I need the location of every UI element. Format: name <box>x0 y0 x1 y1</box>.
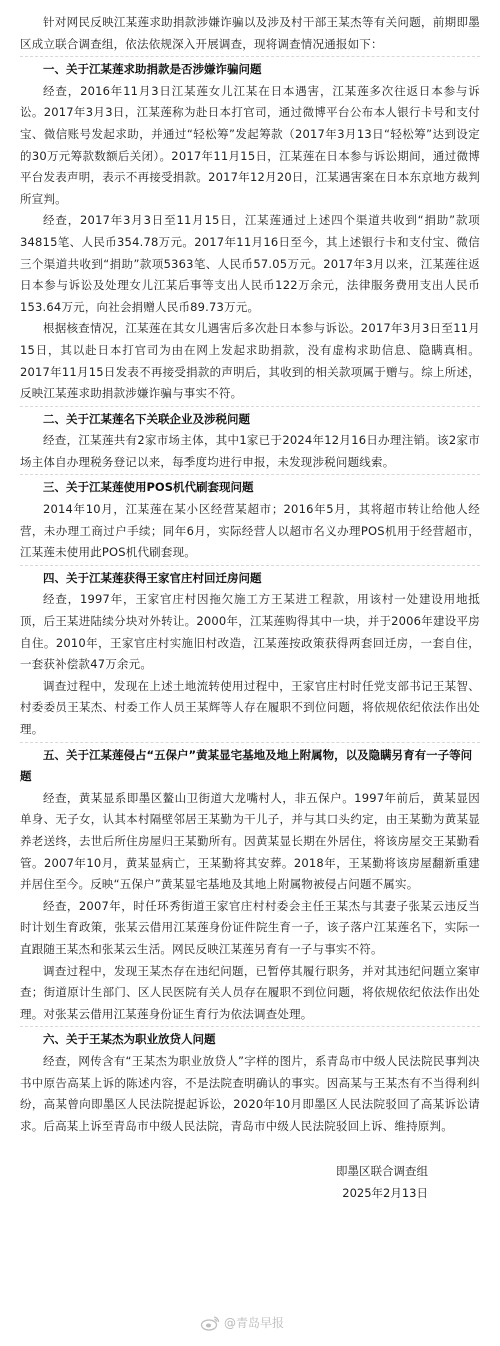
intro-paragraph: 针对网民反映江某莲求助捐款涉嫌诈骗以及涉及村干部王某杰等有关问题，前期即墨区成立联合调查组，依法依规深入开展调查，现将调查情况通报如下： <box>20 15 480 51</box>
divider <box>20 742 480 743</box>
section-1-paragraph-3: 根据核查情况，江某莲在其女儿遇害后多次赴日本参与诉讼。2017年3月3日至11月15日，其以赴日本打官司为由在网上发起求助捐款，没有虚构求助信息、隐瞒真相。2017年11月15日发表不再接受捐款的声明后，其收到的相关款项属于赠与。综上所述，反映江某莲求助捐款涉嫌诈骗与事实不符。 <box>20 321 480 401</box>
watermark-text: @青岛早报 <box>224 1316 285 1330</box>
signature-date: 2025年2月13日 <box>342 1185 428 1200</box>
divider <box>20 565 480 566</box>
section-5-heading: 五、关于江某莲侵占“五保户”黄某显宅基地及地上附属物，以及隐瞒另育有一子等问题 <box>20 747 473 784</box>
section-5-paragraph-3: 调查过程中，发现王某杰存在违纪问题，已暂停其履行职务，并对其违纪问题立案审查；街道原计生部门、区人民医院有关人员存在履职不到位问题，将依规依纪依法作出处理。对张某云借用江某莲身份证生育行为依法调查处理。 <box>20 963 480 1021</box>
section-6-heading: 六、关于王某杰为职业放贷人问题 <box>43 1032 216 1047</box>
section-5-paragraph-2: 经查，2007年，时任环秀街道王家官庄村村委会主任王某杰与其妻子张某云违反当时计划生育政策，张某云借用江某莲身份证件院生育一子，该子落户江某莲名下，实际一直跟随王某杰和张某云生活。网民反映江某莲另育有一子与事实不符。 <box>20 898 480 956</box>
section-4-paragraph-1: 经查，1997年，王家官庄村因拖欠施工方王某进工程款，用该村一处建设用地抵顶，后王某进陆续分块对外转让。2000年，江某莲购得其中一块，并于2006年建设平房自住。2010年，王家官庄村实施旧村改造，江某莲按政策获得两套回迁房，一套自住，一套获补偿款47万余元。 <box>20 592 480 672</box>
section-3-heading: 三、关于江某莲使用POS机代刷套现问题 <box>43 480 254 495</box>
section-4-paragraph-2: 调查过程中，发现在上述土地流转使用过程中，王家官庄村时任党支部书记王某智、村委委员王某杰、村委工作人员王某辉等人存在履职不到位问题，将依规依纪依法作出处理。 <box>20 678 480 736</box>
section-3-paragraph-1: 2014年10月，江某莲在某小区经营某超市；2016年5月，其将超市转让给他人经营，未办理工商过户手续；同年6月，实际经营人以超市名义办理POS机用于经营超市，江某莲未使用此POS机代刷套现。 <box>20 502 480 560</box>
section-1-heading: 一、关于江某莲求助捐款是否涉嫌诈骗问题 <box>43 62 262 77</box>
divider <box>20 56 480 57</box>
signature-org: 即墨区联合调查组 <box>336 1164 428 1179</box>
section-5-paragraph-1: 经查，黄某显系即墨区鳌山卫街道大龙嘴村人，非五保户。1997年前后，黄某显因单身、无子女，认其本村隔壁邻居王某勤为干儿子，并与其口头约定，由王某勤为黄某显养老送终，去世后所住房屋归王某勤所有。因黄某显长期在外居住，将该房屋交王某勤看管。2007年10月，黄某显病亡，王某勤将其安葬。2018年，王某勤将该房屋翻新重建并居住至今。反映“五保户”黄某显宅基地及其地上附属物被侵占问题不属实。 <box>20 790 480 892</box>
section-4-heading: 四、关于江某莲获得王家官庄村回迁房问题 <box>43 570 262 585</box>
weibo-logo-icon <box>200 1315 220 1331</box>
section-6-paragraph-1: 经查，网传含有“王某杰为职业放贷人”字样的图片，系青岛市中级人民法院民事判决书中原告高某上诉的陈述内容，不是法院查明确认的事实。因高某与王某杰有不当得利纠纷，高某曾向即墨区人民法院提起诉讼，2020年10月即墨区人民法院驳回了高某诉讼请求。后高某上诉至青岛市中级人民法院，青岛市中级人民法院驳回上诉、维持原判。 <box>20 1053 480 1133</box>
divider <box>20 406 480 407</box>
section-2-paragraph-1: 经查，江某莲共有2家市场主体，其中1家已于2024年12月16日办理注销。该2家市场主体自办理税务登记以来，每季度均进行申报，未发现涉税问题线索。 <box>20 433 480 469</box>
divider <box>20 474 480 475</box>
section-1-paragraph-1: 经查，2016年11月3日江某莲女儿江某在日本遇害，江某莲多次往返日本参与诉讼。2017年3月3日，江某莲称为赴日本打官司，通过微博平台公布本人银行卡号和支付宝、微信账号发起求助，并通过“轻松筹”发起筹款（2017年3月13日“轻松筹”达到设定的30万元筹款数额后关闭）。2017年11月15日，江某莲在日本参与诉讼期间，通过微博平台发表声明，表示不再接受捐款。2017年12月20日，江某遇害案在日本东京地方裁判所宣判。 <box>20 83 480 206</box>
section-2-heading: 二、关于江某莲名下关联企业及涉税问题 <box>43 411 250 426</box>
watermark <box>200 1314 284 1331</box>
signature-block <box>20 1161 480 1204</box>
divider <box>20 1026 480 1027</box>
section-1-paragraph-2: 经查，2017年3月3日至11月15日，江某莲通过上述四个渠道共收到“捐助”款项34815笔、人民币354.78万元。2017年11月16日至今，其上述银行卡和支付宝、微信三个渠道共收到“捐助”款项5363笔、人民币57.05万元。2017年3月以来，江某莲往返日本参与诉讼及处理女儿江某后事等支出人民币122万余元，法律服务费用支出人民币153.64万元，向社会捐赠人民币89.73万元。 <box>20 213 480 314</box>
